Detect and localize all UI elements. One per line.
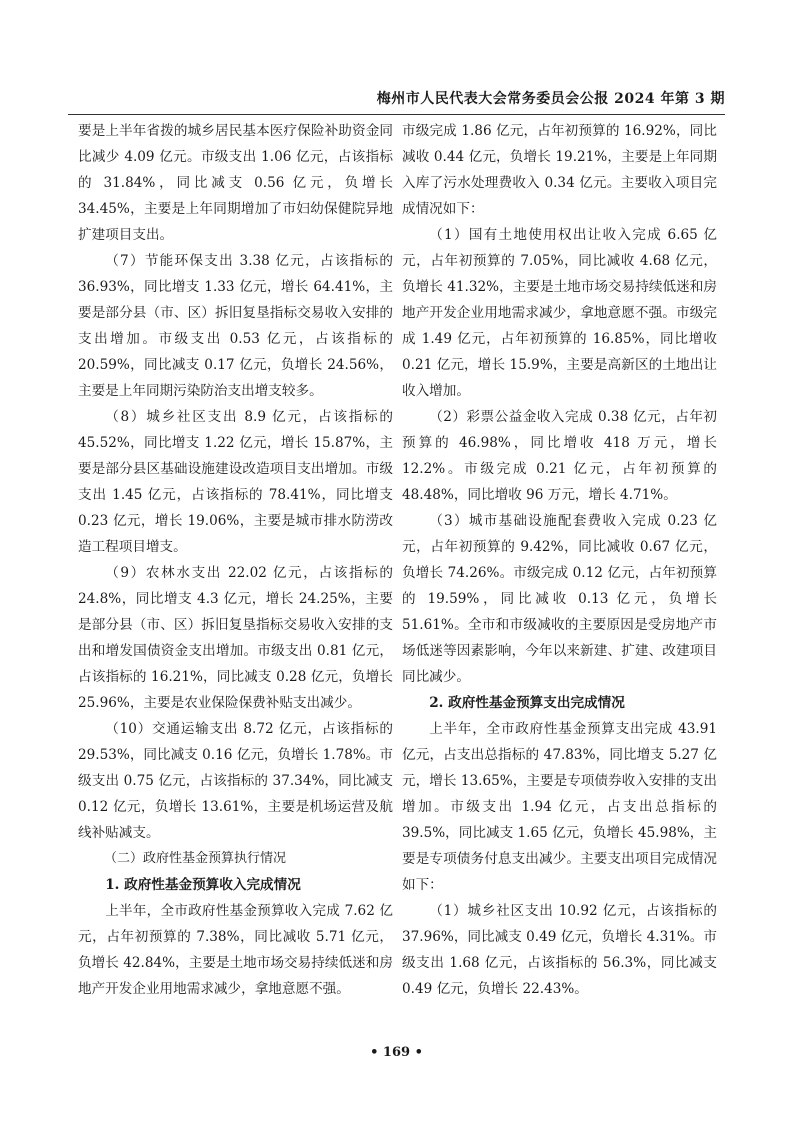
paragraph: （1）国有土地使用权出让收入完成 6.65 亿元，占年初预算的 7.05%，同比减收 4.68 亿元，负增长 41.32%，主要是土地市场交易持续低迷和房地产开发企业用地需求减少，拿地意愿不强。市级完成 1.49 亿元，占年初预算的 16.85%，同比增收 0.21 亿元，增长 15.9%，主要是高新区的土地出让收入增加。 xyxy=(402,227,717,399)
paragraph: （8）城乡社区支出 8.9 亿元，占该指标的 45.52%，同比增支 1.22 亿元，增长 15.87%，主要是部分县区基础设施建设改造项目支出增加。市级支出 1.45 亿元，占该指标的 78.41%，同比增支 0.23 亿元，增长 19.06%，主要是城市排水防涝改造工程项目增支。 xyxy=(78,409,393,555)
paragraph: （1）城乡社区支出 10.92 亿元，占该指标的 37.96%，同比减支 0.49 亿元，负增长 4.31%。市级支出 1.68 亿元，占该指标的 56.3%，同比减支 0.49 亿元，负增长 22.43%。 xyxy=(402,903,717,997)
paragraph: 要是上半年省拨的城乡居民基本医疗保险补助资金同比减少 4.09 亿元。市级支出 1.06 亿元，占该指标的 31.84%，同比减支 0.56 亿元，负增长 34.45%，主要是上年同期增加了市妇幼保健院异地扩建项目支出。 xyxy=(78,123,393,243)
paragraph: 市级完成 1.86 亿元，占年初预算的 16.92%，同比减收 0.44 亿元，负增长 19.21%，主要是上年同期入库了污水处理费收入 0.34 亿元。主要收入项目完成情况如下： xyxy=(402,123,717,217)
paragraph: （2）彩票公益金收入完成 0.38 亿元，占年初预算的 46.98%，同比增收 418 万元，增长 12.2%。市级完成 0.21 亿元，占年初预算的 48.48%，同比增收 96 万元，增长 4.71%。 xyxy=(402,409,717,503)
paragraph: 上半年，全市政府性基金预算支出完成 43.91 亿元，占支出总指标的 47.83%，同比增支 5.27 亿元，增长 13.65%，主要是专项债券收入安排的支出增加。市级支出 1.94 亿元，占支出总指标的 39.5%，同比减支 1.65 亿元，负增长 45.98%，主要是专项债务付息支出减少。主要支出项目完成情况如下： xyxy=(402,721,717,893)
header-divider xyxy=(68,114,725,115)
paragraph: （7）节能环保支出 3.38 亿元，占该指标的 36.93%，同比增支 1.33 亿元，增长 64.41%，主要是部分县（市、区）拆旧复垦指标交易收入安排的支出增加。市级支出 0.53 亿元，占该指标的 20.59%，同比减支 0.17 亿元，负增长 24.56%，主要是上年同期污染防治支出增支较多。 xyxy=(78,253,393,399)
page-header: 梅州市人民代表大会常务委员会公报 2024 年第 3 期 xyxy=(376,91,725,107)
left-column xyxy=(78,118,393,1002)
right-column xyxy=(402,118,717,1002)
paragraph: （10）交通运输支出 8.72 亿元，占该指标的 29.53%，同比减支 0.16 亿元，负增长 1.78%。市级支出 0.75 亿元，占该指标的 37.34%，同比减支 0.12 亿元，负增长 13.61%，主要是机场运营及航线补贴减支。 xyxy=(78,721,393,841)
section-heading: 2. 政府性基金预算支出完成情况 xyxy=(429,695,625,711)
page-number: • 169 • xyxy=(370,1045,423,1060)
section-heading: 1. 政府性基金预算收入完成情况 xyxy=(105,877,301,893)
paragraph: （3）城市基础设施配套费收入完成 0.23 亿元，占年初预算的 9.42%，同比减收 0.67 亿元，负增长 74.26%。市级完成 0.12 亿元，占年初预算的 19.59%，同比减收 0.13 亿元，负增长 51.61%。全市和市级减收的主要原因是受房地产市场低迷等因素影响，今年以来新建、扩建、改建项目同比减少。 xyxy=(402,513,717,685)
paragraph: （9）农林水支出 22.02 亿元，占该指标的 24.8%，同比增支 4.3 亿元，增长 24.25%，主要是部分县（市、区）拆旧复垦指标交易收入安排的支出和增发国债资金支出增加。市级支出 0.81 亿元，占该指标的 16.21%，同比减支 0.28 亿元，负增长 25.96%，主要是农业保险保费补贴支出减少。 xyxy=(78,565,393,711)
paragraph: 上半年，全市政府性基金预算收入完成 7.62 亿元，占年初预算的 7.38%，同比减收 5.71 亿元，负增长 42.84%，主要是土地市场交易持续低迷和房地产开发企业用地需求减少，拿地意愿不强。 xyxy=(78,903,393,997)
section-heading: （二）政府性基金预算执行情况 xyxy=(104,851,287,866)
